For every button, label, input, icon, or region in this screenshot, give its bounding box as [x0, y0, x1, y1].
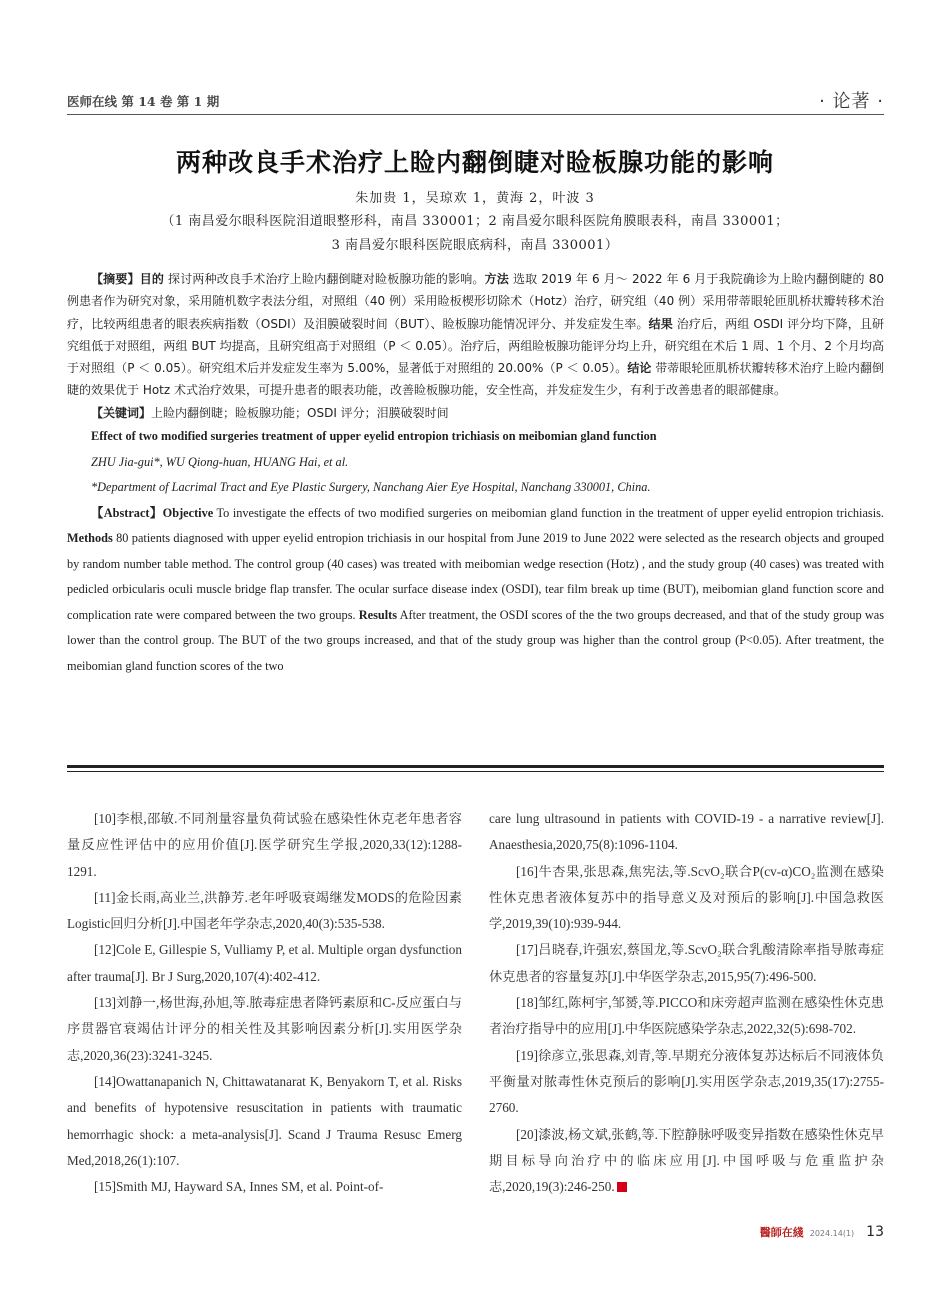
footer-brand: 醫師在綫	[759, 1226, 804, 1239]
methods-text: 选取 2019 年 6 月～ 2022 年 6 月于我院确诊为上睑内翻倒睫的 80 例患者作为研究对象，采用随机数字表法分组，对照组（40 例）采用睑板楔形切除术（Hotz）治疗，研究组（40 例）采用带蒂眼轮匝肌桥状瓣转移术治疗，比较两组患者的眼表疾病指数（OSDI）及泪膜破裂时间（BUT）、睑板腺功能情况评分、并发症发生率。	[67, 272, 884, 331]
keywords-line	[67, 402, 884, 424]
reference-item: [19]徐彦立,张思森,刘青,等.早期充分液体复苏达标后不同液体负平衡量对脓毒性休克预后的影响[J].实用医学杂志,2019,35(17):2755-2760.	[489, 1047, 884, 1116]
english-title: Effect of two modified surgeries treatment of upper eyelid entropion trichiasis on meibomian gland function	[91, 429, 657, 444]
methods-label: 方法	[484, 272, 509, 286]
article-title: 两种改良手术治疗上睑内翻倒睫对睑板腺功能的影响	[175, 148, 774, 177]
affiliations	[0, 210, 950, 258]
references-right-column	[489, 806, 884, 1200]
footer-issue: 2024.14(1)	[809, 1229, 855, 1238]
reference-item: [16]牛杏果,张思森,焦宪法,等.ScvO₂联合P(cv-α)CO₂监测在感染性休克患者液体复苏中的指导意义及对预后的影响[J].中国急救医学,2019,39(10):939-944.	[489, 863, 884, 932]
keywords-text: 上睑内翻倒睫；睑板腺功能；OSDI 评分；泪膜破裂时间	[151, 405, 449, 420]
keywords-label: 【关键词】	[91, 405, 152, 420]
reference-item: [11]金长雨,高业兰,洪静芳.老年呼吸衰竭继发MODS的危险因素Logistic回归分析[J].中国老年学杂志,2020,40(3):535-538.	[67, 889, 462, 932]
reference-item: care lung ultrasound in patients with COVID-19 - a narrative review[J]. Anaesthesia,2020,75(8):1096-1104.	[489, 811, 884, 853]
results-en-label: Results	[358, 607, 398, 622]
reference-item: [12]Cole E, Gillespie S, Vulliamy P, et al. Multiple organ dysfunction after trauma[J]. Br J Surg,2020,107(4):402-412.	[67, 942, 462, 984]
abstract-label: 【摘要】	[91, 272, 140, 286]
reference-item: [18]邹红,陈柯宇,邹赟,等.PICCO和床旁超声监测在感染性休克患者治疗指导中的应用[J].中华医院感染学杂志,2022,32(5):698-702.	[489, 995, 884, 1037]
reference-item-last	[489, 1122, 884, 1201]
divider-thick	[67, 765, 884, 768]
header-rule	[67, 114, 884, 115]
page-number: 13	[866, 1224, 884, 1240]
section-label: · 论著 ·	[819, 91, 884, 112]
reference-item: [15]Smith MJ, Hayward SA, Innes SM, et al. Point-of-	[94, 1179, 384, 1195]
divider-thin	[67, 771, 884, 772]
methods-en-label: Methods	[67, 531, 113, 546]
objective-text: 探讨两种改良手术治疗上睑内翻倒睫对睑板腺功能的影响。	[164, 272, 485, 286]
results-en-text: After treatment, the OSDI scores of the the two groups decreased, and that of the study group was lower than the control group. The BUT of the two groups increased, and that of the study group was higher than the control group (P<0.05). After treatment, the meibomian gland function scores of the two	[67, 607, 884, 673]
results-text: 治疗后，两组 OSDI 评分均下降，且研究组低于对照组，两组 BUT 均提高，且研究组高于对照组（P ＜ 0.05）。治疗后，两组睑板腺功能评分均上升，研究组在术后 1 周、1 个月、2 个月均高于对照组（P ＜ 0.05）。研究组术后并发症发生率为 5.00%，显著低于对照组的 20.00%（P ＜ 0.05）。	[67, 316, 884, 376]
conclusion-text: 带蒂眼轮匝肌桥状瓣转移术治疗上睑内翻倒睫的效果优于 Hotz 术式治疗效果，可提升患者的眼表功能，改善睑板腺功能，安全性高，并发症发生少，有利于改善患者的眼部健康。	[67, 361, 884, 398]
end-mark-icon	[617, 1182, 627, 1192]
article-authors: 朱加贵 1，吴琼欢 1，黄海 2，叶波 3	[355, 191, 595, 206]
objective-en-label: Objective	[162, 505, 214, 520]
abstract-cn	[67, 268, 884, 402]
abstract-en-label: 【Abstract】	[91, 505, 163, 520]
reference-item: [13]刘静一,杨世海,孙旭,等.脓毒症患者降钙素原和C-反应蛋白与序贯器官衰竭估计评分的相关性及其影响因素分析[J].实用医学杂志,2020,36(23):3241-3245.	[67, 995, 462, 1063]
reference-item: [17]吕晓春,许强宏,蔡国龙,等.ScvO₂联合乳酸清除率指导脓毒症休克患者的容量复苏[J].中华医学杂志,2015,95(7):496-500.	[489, 942, 884, 984]
references-left-column	[67, 806, 462, 1200]
objective-label: 目的	[139, 272, 165, 286]
abstract-block	[67, 268, 884, 679]
affiliation-line: 3 南昌爱尔眼科医院眼底病科，南昌 330001）	[331, 238, 619, 253]
reference-text: [20]漆波,杨文斌,张鹤,等.下腔静脉呼吸变异指数在感染性休克早期目标导向治疗中的临床应用[J].中国呼吸与危重监护杂志,2020,19(3):246-250.	[489, 1126, 884, 1195]
affiliation-line: （1 南昌爱尔眼科医院泪道眼整形科，南昌 330001；2 南昌爱尔眼科医院角膜眼表科，南昌 330001；	[161, 214, 789, 229]
conclusion-label: 结论	[627, 361, 652, 376]
methods-en-text: 80 patients diagnosed with upper eyelid entropion trichiasis in our hospital from June 2019 to June 2022 were selected as the research objects and grouped by random number table method. The control group (40 cases) was treated with meibomian wedge resection (Hotz) , and the study group (40 cases) was treated with pedicled orbicularis oculi muscle bridge flap transfer. The ocular surface disease index (OSDI), tear film break up time (BUT), meibomian gland function score and complication rate were compared between the two groups.	[67, 531, 884, 622]
reference-item: [10]李根,邵敏.不同剂量容量负荷试验在感染性休克老年患者容量反应性评估中的应用价值[J].医学研究生学报,2020,33(12):1288-1291.	[67, 811, 462, 879]
english-authors: ZHU Jia-gui*, WU Qiong-huan, HUANG Hai, et al.	[91, 454, 349, 469]
reference-item: [14]Owattanapanich N, Chittawatanarat K, Benyakorn T, et al. Risks and benefits of hypotensive resuscitation in patients with traumatic hemorrhagic shock: a meta-analysis[J]. Scand J Trauma Resusc Emerg Med,2018,26(1):107.	[67, 1073, 462, 1168]
objective-en-text: To investigate the effects of two modified surgeries on meibomian gland function in the treatment of upper eyelid entropion trichiasis.	[213, 505, 884, 520]
journal-header: 医师在线 第 14 卷 第 1 期	[67, 94, 220, 109]
results-label: 结果	[648, 316, 673, 331]
english-department: *Department of Lacrimal Tract and Eye Plastic Surgery, Nanchang Aier Eye Hospital, Nanchang 330001, China.	[91, 480, 651, 495]
page-footer	[760, 1224, 884, 1240]
abstract-en	[67, 501, 884, 680]
